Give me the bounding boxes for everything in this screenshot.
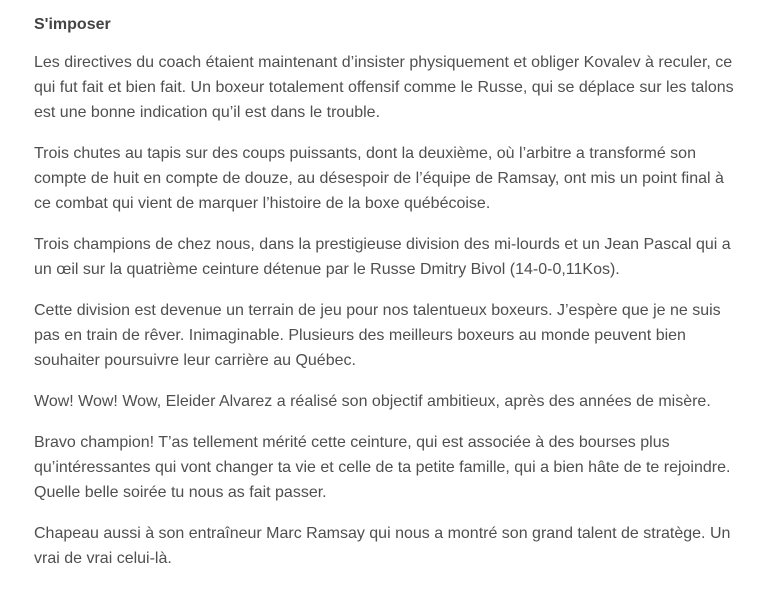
section-heading: S'imposer xyxy=(34,16,111,33)
paragraph-3: Trois champions de chez nous, dans la prestigieuse division des mi-lourds et un Jean Pascal qui a un œil sur la quatrième ceinture détenue par le Russe Dmitry Bivol (14-0-0,11Kos). xyxy=(34,236,731,278)
paragraph-7: Chapeau aussi à son entraîneur Marc Ramsay qui nous a montré son grand talent de stratège. Un vrai de vrai celui-là. xyxy=(34,525,731,567)
paragraph-6: Bravo champion! T’as tellement mérité cette ceinture, qui est associée à des bourses plus qu’intéressantes qui vont changer ta vie et celle de ta petite famille, qui a bien hâte de te rejoindre. Quelle belle soirée tu nous as fait passer. xyxy=(34,434,731,501)
paragraph-2: Trois chutes au tapis sur des coups puissants, dont la deuxième, où l’arbitre a transformé son compte de huit en compte de douze, au désespoir de l’équipe de Ramsay, ont mis un point final à ce combat qui vient de marquer l’histoire de la boxe québécoise. xyxy=(34,145,724,212)
paragraph-5: Wow! Wow! Wow, Eleider Alvarez a réalisé son objectif ambitieux, après des années de misère. xyxy=(34,393,711,410)
paragraph-1: Les directives du coach étaient maintenant d’insister physiquement et obliger Kovalev à reculer, ce qui fut fait et bien fait. Un boxeur totalement offensif comme le Russe, qui se déplace sur les talons est une bonne indication qu’il est dans le trouble. xyxy=(34,54,734,121)
article-body xyxy=(34,14,734,587)
paragraph-4: Cette division est devenue un terrain de jeu pour nos talentueux boxeurs. J’espère que je ne suis pas en train de rêver. Inimaginable. Plusieurs des meilleurs boxeurs au monde peuvent bien souhaiter poursuivre leur carrière au Québec. xyxy=(34,302,721,369)
